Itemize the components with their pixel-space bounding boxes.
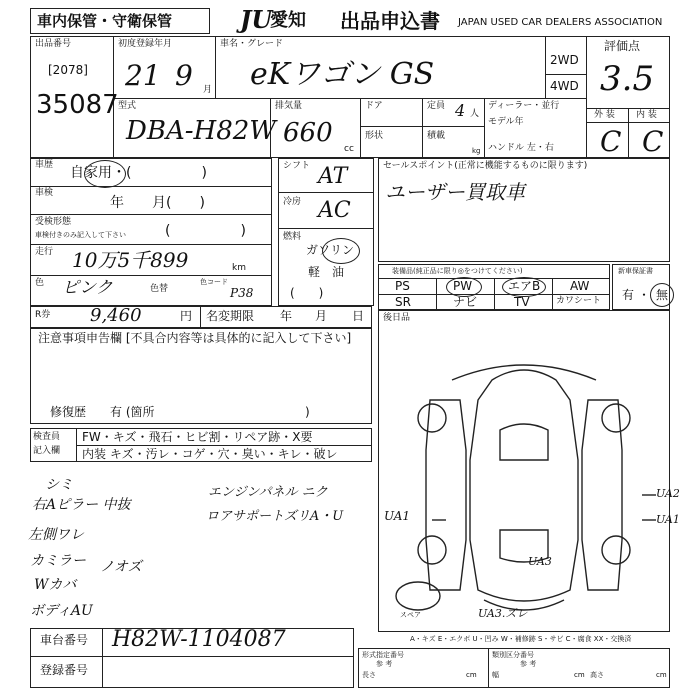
lot-number-value: 35087 — [36, 90, 119, 120]
chassis-label: 車台番号 — [40, 633, 89, 647]
remark-body: ボディAU — [30, 603, 93, 619]
r-ticket-label: R券 — [35, 310, 51, 320]
length-cm: cm — [466, 671, 477, 679]
exterior-defect-row: FW・キズ・飛石・ヒビ割・リペア跡・X要 — [82, 430, 313, 444]
registration-month: 9 — [175, 59, 193, 92]
month-unit: 月 — [203, 85, 213, 95]
height-cm: cm — [656, 671, 667, 679]
spare-label: スペア — [400, 611, 421, 619]
mileage-label: 走行 — [35, 247, 54, 257]
sales-point-label: セールスポイント(正常に機能するものに限ります) — [383, 161, 588, 171]
inspector-label: 検査員 — [33, 432, 61, 442]
interior-grade-label: 内 装 — [636, 110, 657, 120]
model-grade-label: 車名・グレード — [220, 39, 284, 49]
displacement-value: 660 — [283, 118, 333, 148]
storage-label: 車内保管・守衛保管 — [37, 12, 173, 30]
equip-ps: PS — [395, 279, 410, 293]
equip-navi: ナビ — [453, 295, 478, 309]
lot-number-small: [2078] — [48, 63, 88, 77]
warranty-no: 無 — [656, 288, 669, 302]
first-registration-label: 初度登録年月 — [118, 39, 173, 49]
fuel-paren: ( ) — [290, 286, 324, 300]
car-damage-diagram — [380, 340, 668, 630]
interior-defect-row: 内装 キズ・汚レ・コゲ・穴・臭い・キレ・破レ — [82, 447, 338, 461]
capacity-unit: 人 — [470, 109, 480, 119]
form-ref-label: 参 考 — [376, 660, 393, 668]
damage-code-left: UA1 — [384, 509, 411, 523]
fuel-label: 燃料 — [283, 232, 302, 242]
shift-label: シフト — [283, 161, 311, 171]
equipment-label: 装備品(純正品に限り◎をつけてください) — [392, 267, 523, 275]
door-label: ドア — [365, 101, 383, 111]
remark-stain: シミ — [45, 477, 73, 493]
type-value: DBA-H82W — [126, 116, 276, 146]
damage-code-rear-shift: UA3.ズレ — [478, 607, 528, 620]
lot-number-label: 出品番号 — [35, 39, 72, 49]
damage-code-right: UA1 — [656, 513, 680, 526]
mileage-value: 10万5千899 — [72, 248, 189, 272]
score-value: 3.5 — [600, 59, 655, 99]
color-label: 色 — [35, 278, 45, 288]
displacement-label: 排気量 — [275, 101, 303, 111]
post-item-label: 後日品 — [383, 313, 411, 323]
load-label: 積載 — [427, 131, 446, 141]
inspection-value: 年 月( ) — [110, 195, 205, 211]
equip-aw: AW — [570, 279, 590, 293]
registration-year: 21 — [125, 59, 161, 92]
fuel-diesel: 軽 油 — [308, 265, 345, 279]
equip-tv: TV — [514, 295, 530, 309]
history-label: 車歴 — [35, 160, 54, 170]
capacity-label: 定員 — [427, 101, 446, 111]
repair-history-value: 有 (箇所 — [110, 405, 155, 419]
displacement-unit: cc — [344, 144, 354, 154]
drive-4wd: 4WD — [550, 79, 579, 93]
fuel-gasoline: ガソリン — [306, 243, 355, 257]
score-label: 評価点 — [604, 39, 641, 53]
type-label: 型式 — [118, 101, 137, 111]
remark-wheel-cover: Wカバ — [34, 577, 77, 593]
deadline-label: 名変期限 — [206, 309, 255, 323]
repair-history-label: 修復歴 — [50, 405, 87, 419]
private-use-circle — [84, 160, 126, 188]
interior-grade-value: C — [642, 125, 664, 158]
sales-point-value: ユーザー買取車 — [385, 180, 525, 204]
brand-name: 愛知 — [270, 10, 306, 31]
ac-value: AC — [318, 198, 351, 223]
deadline-year: 年 — [280, 309, 293, 323]
association-subtitle: JAPAN USED CAR DEALERS ASSOCIATION — [458, 17, 663, 28]
model-grade-value: eKワゴン GS — [250, 57, 435, 92]
storage-box — [30, 8, 210, 34]
remark-mirror: カミラー — [30, 553, 86, 569]
warranty-label: 新車保証書 — [618, 267, 653, 275]
ju-logo-mark: JU — [240, 5, 273, 34]
notice-label: 注意事項申告欄 [不具合内容等は具体的に記入して下さい] — [38, 331, 352, 345]
height-label: 高さ — [590, 671, 604, 679]
mileage-unit: km — [232, 263, 246, 273]
remark-right-pillar: 右Aピラー 中抜 — [32, 497, 131, 513]
pw-circle — [446, 277, 482, 297]
equip-sr: SR — [395, 295, 411, 309]
color-value: ピンク — [62, 278, 113, 298]
equip-airbag: エアB — [508, 279, 541, 293]
dealer-label: ディーラー・並行 — [488, 101, 560, 111]
color-change-label: 色替 — [150, 284, 169, 294]
warranty-yes: 有 — [622, 288, 635, 302]
exterior-grade-value: C — [600, 125, 622, 158]
equip-leather-seat: カワシート — [556, 296, 602, 306]
sales-point-section — [378, 158, 670, 262]
receipt-value: ( ) — [165, 223, 246, 239]
model-year-label: モデル年 — [488, 117, 524, 127]
warranty-no-circle — [650, 283, 674, 307]
damage-legend-1: A・キズ E・エクボ U・凹み W・補修跡 S・サビ C・腐食 XX・交換済 — [410, 635, 632, 643]
width-label: 幅 — [492, 671, 499, 679]
equip-pw: PW — [453, 279, 473, 293]
damage-code-right-top: UA2 — [656, 487, 680, 500]
deadline-day: 日 — [352, 309, 365, 323]
gasoline-circle — [322, 238, 360, 264]
receipt-label: 受検形態 — [35, 217, 72, 227]
category-ref-label: 参 考 — [520, 660, 537, 668]
category-label: 類別区分番号 — [492, 651, 534, 659]
airbag-circle — [502, 277, 546, 297]
chassis-value: H82W-1104087 — [112, 627, 286, 652]
remark-engine-panel: エンジンパネル ニク — [208, 485, 328, 500]
warranty-dot: ・ — [638, 288, 651, 302]
history-value: 自家用・( ) — [70, 165, 207, 181]
length-label: 長さ — [362, 671, 376, 679]
color-code-value: P38 — [230, 286, 254, 300]
receipt-note: 車検付きのみ記入して下さい — [35, 231, 126, 239]
ac-label: 冷房 — [283, 197, 302, 207]
remark-left-crack: 左側ワレ — [28, 527, 84, 543]
inspector-entry-label: 記入欄 — [33, 446, 61, 456]
r-ticket-value: 9,460 — [90, 305, 142, 326]
deadline-month: 月 — [315, 309, 328, 323]
form-spec-label: 形式指定番号 — [362, 651, 404, 659]
form-title: 出品申込書 — [340, 9, 440, 33]
exterior-grade-label: 外 装 — [594, 110, 615, 120]
load-unit: kg — [472, 147, 481, 155]
remark-lower-support: ロアサポートズリA・U — [206, 509, 344, 524]
shape-label: 形状 — [365, 131, 384, 141]
yen-unit: 円 — [180, 309, 193, 323]
drive-2wd: 2WD — [550, 53, 579, 67]
handle-label: ハンドル 左・右 — [488, 143, 554, 153]
repair-history-close: ) — [305, 405, 310, 419]
inspection-label: 車検 — [35, 188, 54, 198]
width-cm: cm — [574, 671, 585, 679]
shift-value: AT — [318, 164, 348, 189]
damage-code-rear: UA3 — [528, 555, 552, 568]
color-code-label: 色コード — [200, 278, 228, 286]
capacity-value: 4 — [455, 101, 466, 120]
registration-number-label: 登録番号 — [40, 663, 89, 677]
remark-nozu: ノオズ — [100, 559, 142, 575]
